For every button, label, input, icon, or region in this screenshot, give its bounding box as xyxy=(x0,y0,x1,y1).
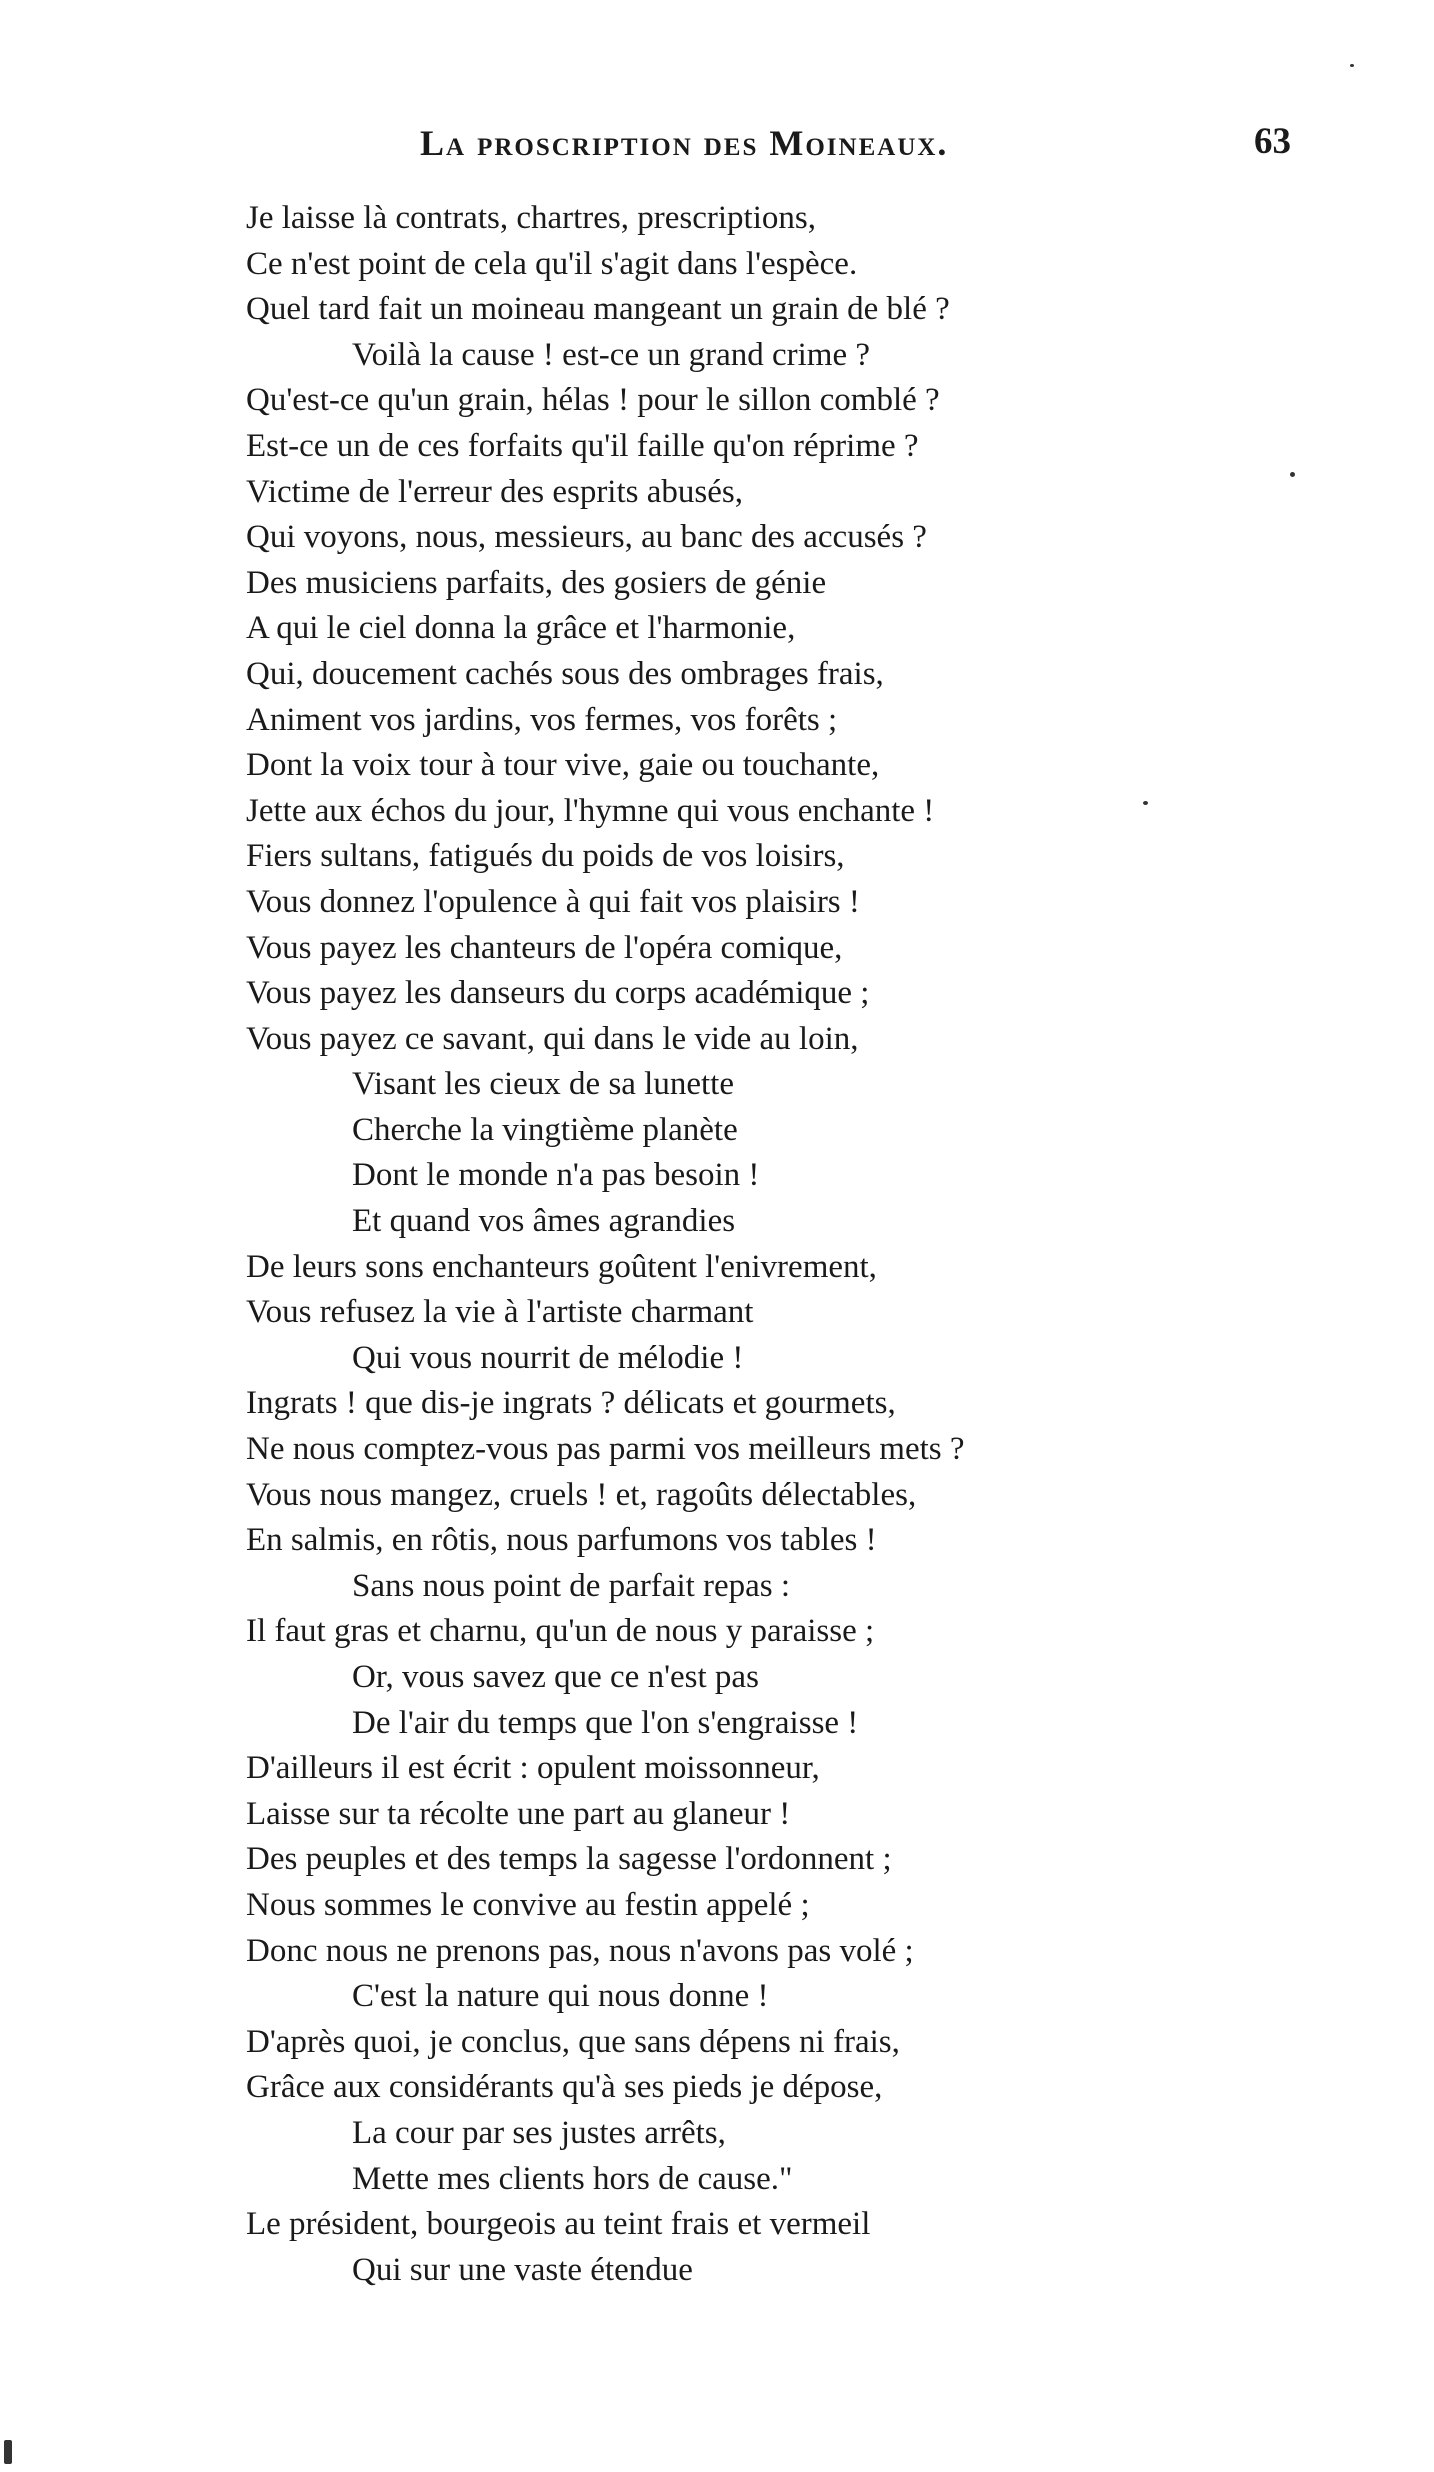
ink-speck xyxy=(1143,801,1148,805)
poem-line: Des peuples et des temps la sagesse l'ordonnent ; xyxy=(246,1841,892,1878)
poem-line: Ce n'est point de cela qu'il s'agit dans l'espèce. xyxy=(246,245,858,282)
poem-line: Dont la voix tour à tour vive, gaie ou touchante, xyxy=(246,747,880,784)
poem-line: Je laisse là contrats, chartres, prescriptions, xyxy=(246,200,816,236)
poem-line: D'ailleurs il est écrit : opulent moissonneur, xyxy=(246,1750,820,1787)
poem-line: Quel tard fait un moineau mangeant un grain de blé ? xyxy=(246,291,950,328)
poem-line: Fiers sultans, fatigués du poids de vos loisirs, xyxy=(246,838,845,875)
poem-line: D'après quoi, je conclus, que sans dépens ni frais, xyxy=(246,2023,900,2060)
ink-speck xyxy=(1290,472,1295,477)
poem-line: Voilà la cause ! est-ce un grand crime ? xyxy=(352,336,870,373)
poem-line: Vous refusez la vie à l'artiste charmant xyxy=(246,1294,754,1331)
poem-line: Ne nous comptez-vous pas parmi vos meilleurs mets ? xyxy=(246,1431,965,1468)
poem-line: En salmis, en rôtis, nous parfumons vos tables ! xyxy=(246,1522,877,1559)
poem-line: Ingrats ! que dis-je ingrats ? délicats et gourmets, xyxy=(246,1385,896,1422)
poem-line: Vous payez ce savant, qui dans le vide au loin, xyxy=(246,1020,859,1057)
ink-speck xyxy=(1350,64,1354,67)
poem-line: Laisse sur ta récolte une part au glaneur ! xyxy=(246,1795,791,1832)
poem-line: De l'air du temps que l'on s'engraisse ! xyxy=(352,1704,859,1741)
poem-line: Vous donnez l'opulence à qui fait vos plaisirs ! xyxy=(246,883,860,920)
poem-line: Vous payez les danseurs du corps académique ; xyxy=(246,975,870,1012)
poem-line: Qui, doucement cachés sous des ombrages frais, xyxy=(246,655,884,692)
poem-line: Vous nous mangez, cruels ! et, ragoûts délectables, xyxy=(246,1476,917,1513)
poem-line: Qu'est-ce qu'un grain, hélas ! pour le sillon comblé ? xyxy=(246,382,940,419)
poem-line: Cherche la vingtième planète xyxy=(352,1111,738,1148)
poem-line: Grâce aux considérants qu'à ses pieds je dépose, xyxy=(246,2069,883,2106)
poem-line: De leurs sons enchanteurs goûtent l'enivrement, xyxy=(246,1248,877,1285)
poem-line: Est-ce un de ces forfaits qu'il faille qu'on réprime ? xyxy=(246,427,919,464)
poem-line: Et quand vos âmes agrandies xyxy=(352,1203,736,1240)
poem-line: Il faut gras et charnu, qu'un de nous y paraisse ; xyxy=(246,1613,875,1650)
poem-line: Donc nous ne prenons pas, nous n'avons pas volé ; xyxy=(246,1932,914,1969)
poem-line: Animent vos jardins, vos fermes, vos forêts ; xyxy=(246,701,838,738)
poem-line: A qui le ciel donna la grâce et l'harmonie, xyxy=(246,610,796,647)
poem-line: Sans nous point de parfait repas : xyxy=(352,1567,791,1604)
poem-line: Qui voyons, nous, messieurs, au banc des accusés ? xyxy=(246,519,927,556)
poem-line: Mette mes clients hors de cause." xyxy=(352,2160,793,2197)
poem-line: C'est la nature qui nous donne ! xyxy=(352,1978,769,2015)
poem-line: Jette aux échos du jour, l'hymne qui vous enchante ! xyxy=(246,792,935,829)
poem-line: Or, vous savez que ce n'est pas xyxy=(352,1659,759,1695)
poem-body xyxy=(246,196,1366,2293)
poem-line: Visant les cieux de sa lunette xyxy=(352,1066,734,1103)
poem-line: La cour par ses justes arrêts, xyxy=(352,2114,726,2151)
poem-line: Dont le monde n'a pas besoin ! xyxy=(352,1157,760,1194)
poem-line: Qui vous nourrit de mélodie ! xyxy=(352,1339,744,1376)
poem-line: Qui sur une vaste étendue xyxy=(352,2251,693,2288)
page-number: 63 xyxy=(1254,121,1291,162)
poem-line: Des musiciens parfaits, des gosiers de génie xyxy=(246,564,827,601)
poem-line: Victime de l'erreur des esprits abusés, xyxy=(246,473,743,510)
poem-line: Nous sommes le convive au festin appelé ; xyxy=(246,1886,810,1923)
poem-line: Le président, bourgeois au teint frais et vermeil xyxy=(246,2206,871,2243)
ink-speck xyxy=(4,2440,12,2464)
running-title: La proscription des Moineaux. xyxy=(420,123,949,163)
poem-line: Vous payez les chanteurs de l'opéra comique, xyxy=(246,929,843,966)
